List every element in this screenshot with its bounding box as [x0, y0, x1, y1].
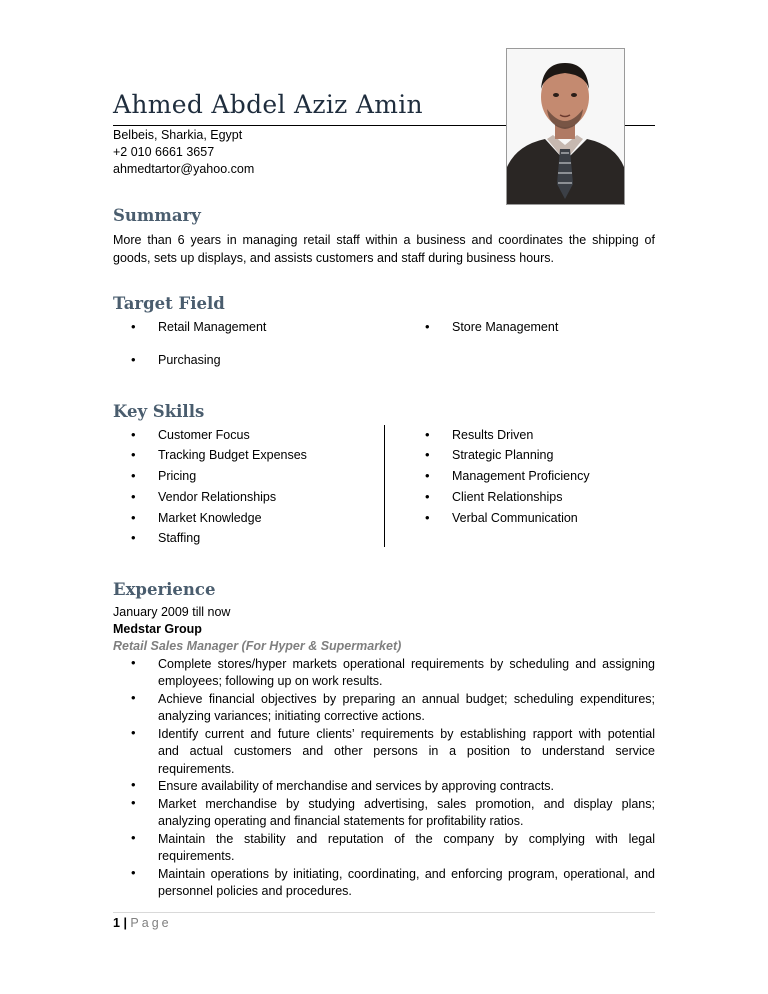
bullet: • [131, 795, 136, 810]
bullet: • [131, 655, 136, 670]
responsibility-line: Market merchandise by studying advertising, sales promotion, and display plans; [158, 797, 655, 811]
summary-text [113, 231, 655, 267]
footer-rule [113, 912, 655, 913]
responsibility-line: Identify current and future clients’ requirements by establishing rapport with potential [158, 727, 655, 741]
bullet: • [131, 865, 136, 880]
experience-date: January 2009 till now [113, 605, 231, 619]
experience-heading: Experience [113, 580, 216, 599]
bullet: • [425, 427, 430, 442]
bullet: • [425, 319, 430, 334]
target-item: Purchasing [158, 353, 221, 367]
address: Belbeis, Sharkia, Egypt [113, 128, 243, 142]
responsibility-item [158, 778, 655, 795]
responsibility-line: requirements. [158, 761, 235, 776]
responsibility-line: requirements. [158, 849, 235, 864]
email: ahmedtartor@yahoo.com [113, 162, 255, 176]
bullet: • [131, 468, 136, 483]
skill-item: Pricing [158, 469, 197, 483]
bullet: • [131, 510, 136, 525]
skill-item: Results Driven [452, 428, 534, 442]
experience-company: Medstar Group [113, 622, 202, 636]
bullet: • [425, 489, 430, 504]
bullet: • [131, 447, 136, 462]
responsibility-line: Maintain operations by initiating, coordinating, and enforcing program, operational, and [158, 867, 655, 881]
skill-item: Management Proficiency [452, 469, 590, 483]
responsibility-line: Achieve financial objectives by preparing an annual budget; scheduling expenditures; [158, 692, 655, 706]
skill-item: Customer Focus [158, 428, 250, 442]
responsibility-item [158, 866, 655, 901]
bullet: • [131, 830, 136, 845]
target-item: Store Management [452, 320, 559, 334]
bullet: • [425, 510, 430, 525]
portrait-illustration [507, 49, 624, 204]
skill-item: Verbal Communication [452, 511, 578, 525]
skill-item: Staffing [158, 531, 201, 545]
responsibility-item [158, 796, 655, 831]
experience-role: Retail Sales Manager (For Hyper & Supermarket) [113, 639, 402, 653]
bullet: • [131, 319, 136, 334]
footer-separator: | [123, 916, 127, 930]
bullet: • [425, 447, 430, 462]
bullet: • [131, 690, 136, 705]
skill-item: Vendor Relationships [158, 490, 277, 504]
bullet: • [425, 468, 430, 483]
bullet: • [131, 427, 136, 442]
skill-item: Strategic Planning [452, 448, 554, 462]
phone: +2 010 6661 3657 [113, 145, 215, 159]
skill-item: Tracking Budget Expenses [158, 448, 307, 462]
page-footer [113, 916, 172, 930]
target-item: Retail Management [158, 320, 267, 334]
responsibility-line: analyzing variances; initiating corrective actions. [158, 709, 425, 724]
skill-item: Market Knowledge [158, 511, 262, 525]
responsibility-line: Ensure availability of merchandise and services by approving contracts. [158, 779, 555, 793]
key-skills-heading: Key Skills [113, 402, 205, 421]
bullet: • [131, 725, 136, 740]
responsibility-line: and actual customers and other persons in a position to understand service [158, 744, 655, 759]
candidate-name: Ahmed Abdel Aziz Amin [113, 90, 423, 119]
responsibility-line: employees; following up on work results. [158, 674, 383, 689]
page-number: 1 [113, 916, 120, 930]
bullet: • [131, 352, 136, 367]
responsibility-item [158, 656, 655, 691]
bullet: • [131, 489, 136, 504]
summary-heading: Summary [113, 206, 201, 225]
skill-item: Client Relationships [452, 490, 563, 504]
summary-line-1: More than 6 years in managing retail staff within a business and coordinates the shipping of [113, 233, 655, 247]
page-label: Page [130, 916, 172, 930]
responsibility-line: analyzing operating and financial statements for profitability ratios. [158, 814, 524, 829]
bullet: • [131, 530, 136, 545]
responsibility-line: personnel policies and procedures. [158, 884, 352, 899]
profile-photo [506, 48, 625, 205]
responsibility-line: Complete stores/hyper markets operational requirements by scheduling and assigning [158, 657, 655, 671]
target-field-heading: Target Field [113, 294, 225, 313]
responsibility-line: Maintain the stability and reputation of the company by complying with legal [158, 832, 655, 846]
summary-line-2: goods, sets up displays, and assists customers and staff during business hours. [113, 251, 554, 265]
skills-divider [384, 425, 385, 547]
responsibility-item [158, 691, 655, 726]
responsibility-item [158, 726, 655, 778]
bullet: • [131, 777, 136, 792]
responsibility-item [158, 831, 655, 866]
